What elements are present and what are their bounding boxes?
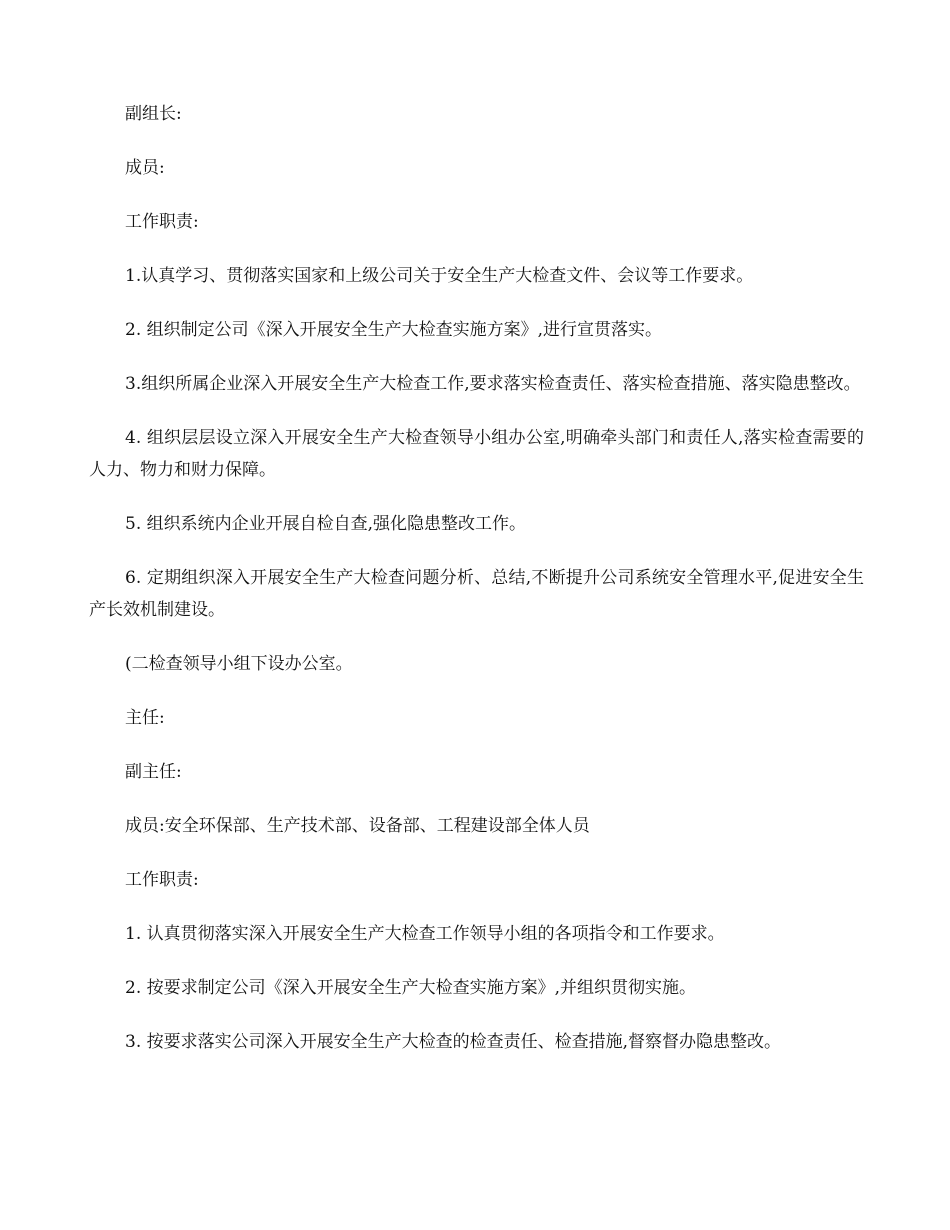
paragraph-duty-5: 5. 组织系统内企业开展自检自查,强化隐患整改工作。 xyxy=(125,514,527,534)
paragraph-office-section: (二检查领导小组下设办公室。 xyxy=(125,654,353,674)
paragraph-duty-6: 6. 定期组织深入开展安全生产大检查问题分析、总结,不断提升公司系统安全管理水平,促进安全生产长效机制建设。 xyxy=(89,568,864,620)
paragraph-office-duties-heading: 工作职责: xyxy=(125,870,199,890)
paragraph-duty-2: 2. 组织制定公司《深入开展安全生产大检查实施方案》,进行宣贯落实。 xyxy=(125,320,663,340)
paragraph-office-members: 成员:安全环保部、生产技术部、设备部、工程建设部全体人员 xyxy=(125,816,590,836)
paragraph-director: 主任: xyxy=(125,708,165,728)
paragraph-members: 成员: xyxy=(125,158,165,178)
paragraph-duties-heading: 工作职责: xyxy=(125,212,199,232)
paragraph-vice-leader: 副组长: xyxy=(125,104,182,124)
paragraph-deputy-director: 副主任: xyxy=(125,762,182,782)
paragraph-duty-4: 4. 组织层层设立深入开展安全生产大检查领导小组办公室,明确牵头部门和责任人,落实检查需要的人力、物力和财力保障。 xyxy=(89,428,864,480)
paragraph-duty-1: 1.认真学习、贯彻落实国家和上级公司关于安全生产大检查文件、会议等工作要求。 xyxy=(125,266,754,286)
paragraph-office-duty-3: 3. 按要求落实公司深入开展安全生产大检查的检查责任、检查措施,督察督办隐患整改。 xyxy=(125,1032,782,1052)
paragraph-office-duty-2: 2. 按要求制定公司《深入开展安全生产大检查实施方案》,并组织贯彻实施。 xyxy=(125,978,697,998)
paragraph-duty-3: 3.组织所属企业深入开展安全生产大检查工作,要求落实检查责任、落实检查措施、落实隐患整改。 xyxy=(125,374,861,394)
paragraph-office-duty-1: 1. 认真贯彻落实深入开展安全生产大检查工作领导小组的各项指令和工作要求。 xyxy=(125,924,725,944)
document-body xyxy=(89,98,864,1080)
